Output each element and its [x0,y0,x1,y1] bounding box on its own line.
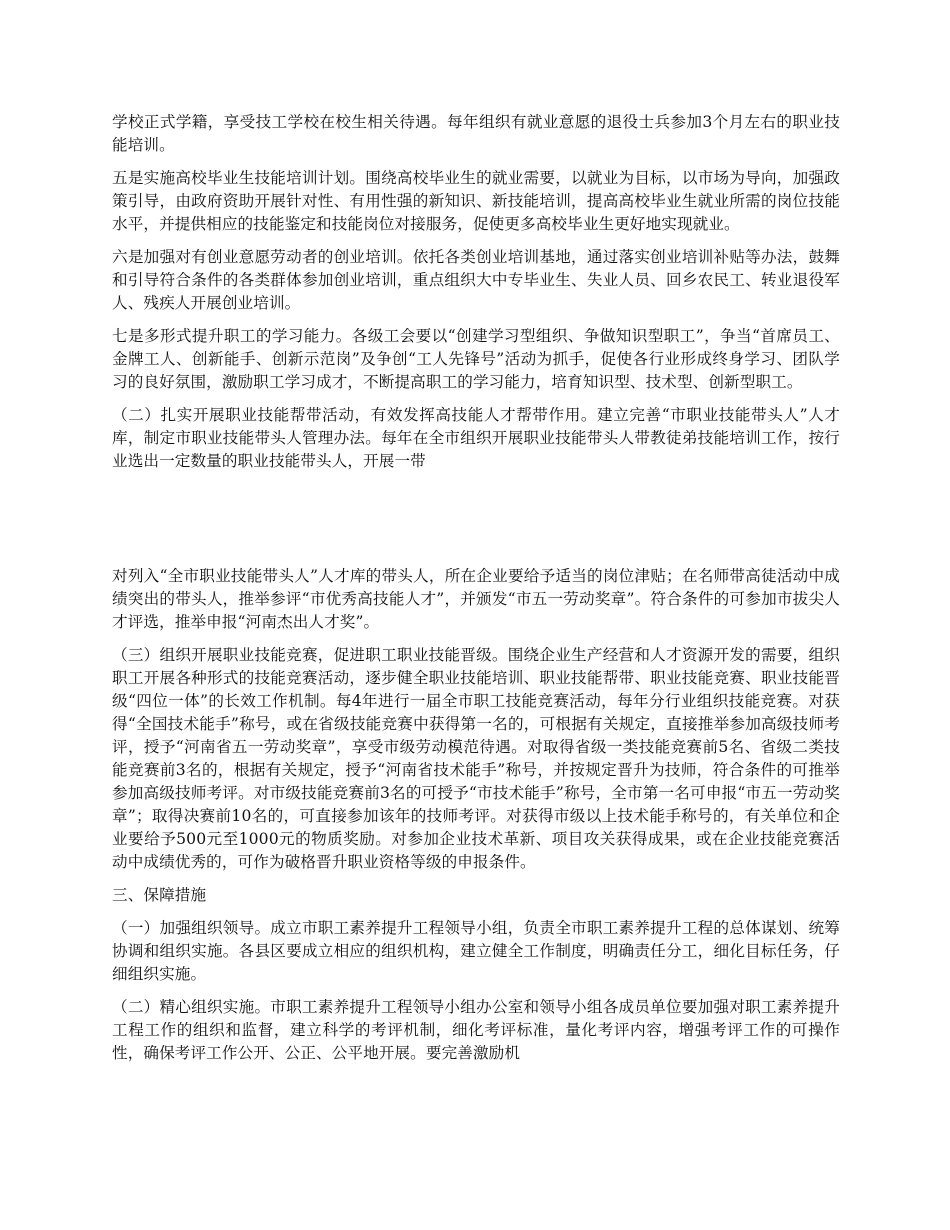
paragraph-section-2-3: （三）组织开展职业技能竞赛，促进职工职业技能晋级。围绕企业生产经营和人才资源开发的需要，组织职工开展各种形式的技能竞赛活动，逐步健全职业技能培训、职业技能帮带、职业技能竞赛、职业技能晋级“四位一体”的长效工作机制。每4年进行一届全市职工技能竞赛活动，每年分行业组织技能竞赛。对获得“全国技术能手”称号，或在省级技能竞赛中获得第一名的，可根据有关规定，直接推举参加高级技师考评，授予“河南省五一劳动奖章”，享受市级劳动模范待遇。对取得省级一类技能竞赛前5名、省级二类技能竞赛前3名的，根据有关规定，授予“河南省技术能手”称号，并按规定晋升为技师，符合条件的可推举参加高级技师考评。对市级技能竞赛前3名的可授予“市技术能手”称号，全市第一名可申报“市五一劳动奖章”；取得决赛前10名的，可直接参加该年的技师考评。对获得市级以上技术能手称号的，有关单位和企业要给予500元至1000元的物质奖励。对参加企业技术革新、项目攻关获得成果，或在企业技能竞赛活动中成绩优秀的，可作为破格晋升职业资格等级的申报条件。 [112,646,840,871]
paragraph-section-2-2: （二）扎实开展职业技能帮带活动，有效发挥高技能人才帮带作用。建立完善“市职业技能带头人”人才库，制定市职业技能带头人管理办法。每年在全市组织开展职业技能带头人带教徒弟技能培训工作，按行业选出一定数量的职业技能带头人，开展一带 [112,406,840,470]
document-page-top [112,111,840,483]
document-page-bottom [112,565,840,1075]
paragraph-continuation-2: 对列入“全市职业技能带头人”人才库的带头人，所在企业要给予适当的岗位津贴；在名师带高徒活动中成绩突出的带头人，推举参评“市优秀高技能人才”，并颁发“市五一劳动奖章”。符合条件的可参加市拔尖人才评选，推举申报“河南杰出人才奖”。 [112,567,840,631]
paragraph-item-6: 六是加强对有创业意愿劳动者的创业培训。依托各类创业培训基地，通过落实创业培训补贴等办法，鼓舞和引导符合条件的各类群体参加创业培训，重点组织大中专毕业生、失业人员、回乡农民工、转业退役军人、残疾人开展创业培训。 [112,248,840,312]
section-heading-3: 三、保障措施 [112,886,207,904]
paragraph-continuation: 学校正式学籍，享受技工学校在校生相关待遇。每年组织有就业意愿的退役士兵参加3个月左右的职业技能培训。 [112,113,840,154]
paragraph-item-7: 七是多形式提升职工的学习能力。各级工会要以“创建学习型组织、争做知识型职工”，争当“首席员工、金牌工人、创新能手、创新示范岗”及争创“工人先锋号”活动为抓手，促使各行业形成终身学习、团队学习的良好氛围，激励职工学习成才，不断提高职工的学习能力，培育知识型、技术型、创新型职工。 [112,327,840,391]
paragraph-item-5: 五是实施高校毕业生技能培训计划。围绕高校毕业生的就业需要，以就业为目标，以市场为导向，加强政策引导，由政府资助开展针对性、有用性强的新知识、新技能培训，提高高校毕业生就业所需的岗位技能水平，并提供相应的技能鉴定和技能岗位对接服务，促使更多高校毕业生更好地实现就业。 [112,169,840,233]
paragraph-section-3-1: （一）加强组织领导。成立市职工素养提升工程领导小组，负责全市职工素养提升工程的总体谋划、统筹协调和组织实施。各县区要成立相应的组织机构，建立健全工作制度，明确责任分工，细化目标任务，仔细组织实施。 [112,919,840,983]
paragraph-section-3-2: （二）精心组织实施。市职工素养提升工程领导小组办公室和领导小组各成员单位要加强对职工素养提升工程工作的组织和监督，建立科学的考评机制，细化考评标准，量化考评内容，增强考评工作的可操作性，确保考评工作公开、公正、公平地开展。要完善激励机 [112,998,840,1062]
